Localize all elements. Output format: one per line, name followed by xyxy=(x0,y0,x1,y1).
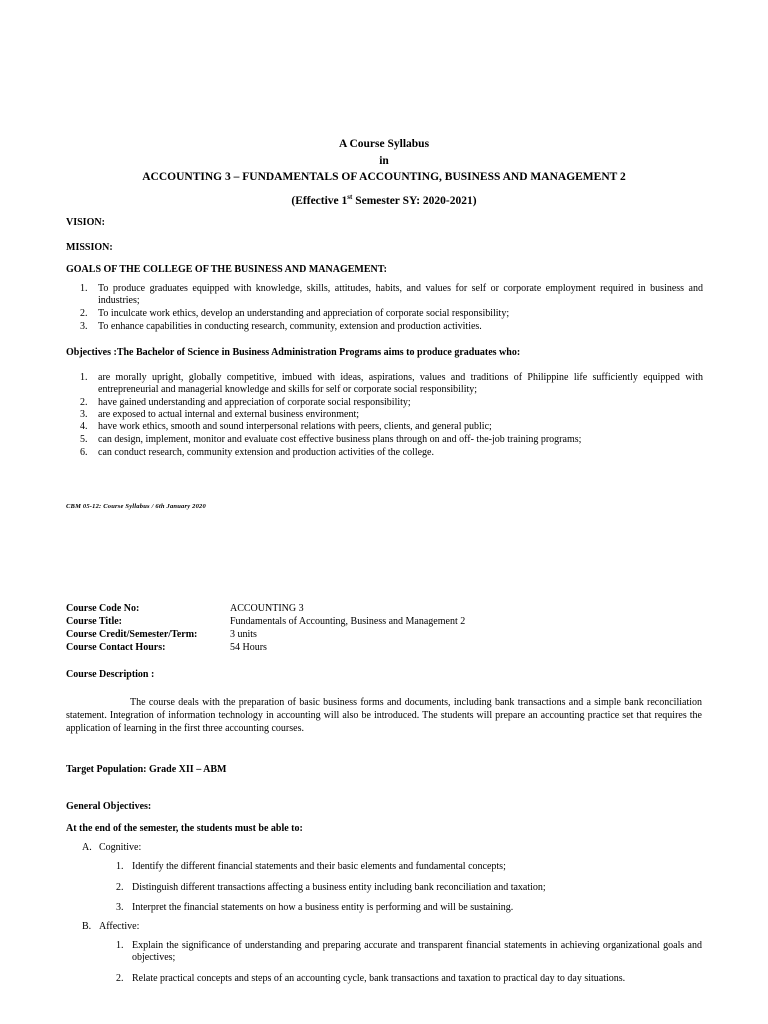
course-description-text: The course deals with the preparation of basic business forms and documents, including bank transactions and a simple bank reconciliation statement. Integration of information technology in accounting will also be introduced. The students will prepare an accounting practice set that requires the application of learning in the first three accounting courses. xyxy=(66,697,702,734)
goals-heading: GOALS OF THE COLLEGE OF THE BUSINESS AND MANAGEMENT: xyxy=(66,264,387,275)
course-credit-value: 3 units xyxy=(230,629,257,640)
affective-item-text: Relate practical concepts and steps of an accounting cycle, bank transactions and taxation to practical day to day situations. xyxy=(132,973,626,984)
affective-item-num: 2. xyxy=(116,973,124,984)
course-hours-label: Course Contact Hours: xyxy=(66,642,166,653)
affective-letter: B. xyxy=(82,921,92,932)
affective-label: Affective: xyxy=(99,921,140,932)
cognitive-item-num: 1. xyxy=(116,861,124,872)
course-code-label: Course Code No: xyxy=(66,603,140,614)
vision-label: VISION: xyxy=(66,217,105,228)
course-hours-value: 54 Hours xyxy=(230,642,267,653)
affective-item-num: 1. xyxy=(116,940,124,951)
cognitive-item-text: Identify the different financial statements and their basic elements and fundamental concepts; xyxy=(132,861,506,872)
general-objectives-intro: At the end of the semester, the students must be able to: xyxy=(66,823,303,834)
cognitive-item-num: 2. xyxy=(116,882,124,893)
header-line-2: in xyxy=(379,155,389,167)
mission-label: MISSION: xyxy=(66,242,113,253)
cognitive-item-text: Distinguish different transactions affecting a business entity including bank reconciliation and taxation; xyxy=(132,882,546,893)
course-code-value: ACCOUNTING 3 xyxy=(230,603,304,614)
course-title-value: Fundamentals of Accounting, Business and Management 2 xyxy=(230,616,466,627)
document-code-footer: CBM 05-12: Course Syllabus / 6th January 2020 xyxy=(66,503,206,510)
general-objectives-heading: General Objectives: xyxy=(66,801,152,812)
effective-semester: (Effective 1st Semester SY: 2020-2021) xyxy=(291,193,477,207)
cognitive-label: Cognitive: xyxy=(99,842,142,853)
course-title-label: Course Title: xyxy=(66,616,123,627)
cognitive-item-num: 3. xyxy=(116,902,124,913)
syllabus-page: A Course Syllabus in ACCOUNTING 3 – FUNDAMENTALS OF ACCOUNTING, BUSINESS AND MANAGEMENT 2 (Effective 1st Semester SY: 2020-2021) VISION: MISSION: GOALS OF THE COLLEGE OF THE BUSINESS AND MANAGEMENT: 1. To produce graduates equipped with knowledge, skills, attitudes, habits, and values for self or corporate employment required in business and industries; 2. To inculcate work ethics, develop an understanding and appreciation of corporate social responsibility; 3. To enhance capabilities in conducting research, community, extension and production activities. Objectives :The Bachelor of Science in Business Administration Programs aims to produce graduates who: 1. are morally upright, globally competitive, imbued with ideas, aspirations, values and traditions of Philippine life sufficiently equipped with entrepreneurial and managerial knowledge and skills for self or corporate social responsibility; 2. have gained understanding and appreciation of corporate social responsibility; 3. are exposed to actual internal and external business environment; 4. have work ethics, smooth and sound interpersonal relations with peers, clients, and general public; 5. can design, implement, monitor and evaluate cost effective business plans through on and off- the-job training programs; 6. can conduct research, community extension and production activities of the college. CBM 05-12: Course Syllabus / 6th January 2020 Course Code No: ACCOUNTING 3 Course Title: Fundamentals of Accounting, Business and Management 2 Course Credit/Semester/Term: 3 units Course Contact Hours: 54 Hours Course Description : The course deals with the preparation of basic business forms and documents, including bank transactions and a simple bank reconciliation statement. Integration of information technology in accounting will also be introduced. The students will prepare an accounting practice set that requires the application of learning in the first three accounting courses. Target Population: Grade XII – ABM General Objectives: At the end of the semester, the students must be able to: A. Cognitive: 1. Identify the different financial statements and their basic elements and fundamental concepts; 2. Distinguish different transactions affecting a business entity including bank reconciliation and taxation; 3. Interpret the financial statements on how a business entity is performing and will be sustaining. B. Affective: 1. Explain the significance of understanding and preparing accurate and transparent financial statements in achieving organizational goals and objectives; 2. Relate practical concepts and steps of an accounting cycle, bank transactions and taxation to practical day to day situations. xyxy=(0,0,768,1024)
header-line-1: A Course Syllabus xyxy=(338,138,430,150)
course-title-heading: ACCOUNTING 3 – FUNDAMENTALS OF ACCOUNTING, BUSINESS AND MANAGEMENT 2 xyxy=(142,171,626,183)
target-population: Target Population: Grade XII – ABM xyxy=(66,764,227,775)
affective-item-text: Explain the significance of understanding and preparing accurate and transparent financial statements in achieving organizational goals and objectives; xyxy=(132,940,702,963)
course-description-label: Course Description : xyxy=(66,669,155,680)
objectives-heading: Objectives :The Bachelor of Science in Business Administration Programs aims to produce graduates who: xyxy=(66,347,521,358)
course-info-table xyxy=(0,603,768,655)
course-credit-label: Course Credit/Semester/Term: xyxy=(66,629,198,640)
cognitive-letter: A. xyxy=(82,842,92,853)
cognitive-item-text: Interpret the financial statements on how a business entity is performing and will be sustaining. xyxy=(132,902,514,913)
